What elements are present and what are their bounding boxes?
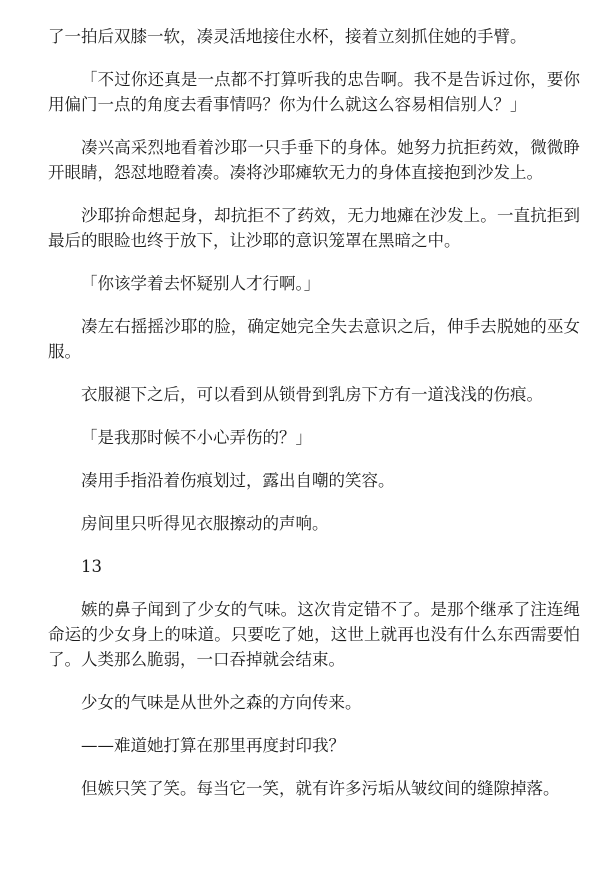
paragraph-11: 嫉的鼻子闻到了少女的气味。这次肯定错不了。是那个继承了注连绳命运的少女身上的味道。只要吃了她，这世上就再也没有什么东西需要怕了。人类那么脆弱，一口吞掉就会结束。	[48, 600, 580, 669]
paragraph-5: 「你该学着去怀疑别人才行啊。」	[81, 274, 321, 293]
paragraph-7: 衣服褪下之后，可以看到从锁骨到乳房下方有一道浅浅的伤痕。	[81, 385, 543, 404]
paragraph-3: 凑兴高采烈地看着沙耶一只手垂下的身体。她努力抗拒药效，微微睁开眼睛，怨怼地瞪着凑。凑将沙耶瘫软无力的身体直接抱到沙发上。	[48, 138, 580, 182]
paragraph-6: 凑左右摇摇沙耶的脸，确定她完全失去意识之后，伸手去脱她的巫女服。	[48, 317, 580, 361]
paragraph-4: 沙耶拚命想起身，却抗拒不了药效，无力地瘫在沙发上。一直抗拒到最后的眼睑也终于放下，让沙耶的意识笼罩在黑暗之中。	[48, 206, 580, 250]
paragraph-9: 凑用手指沿着伤痕划过，露出自嘲的笑容。	[81, 471, 395, 490]
paragraph-13: ——难道她打算在那里再度封印我？	[81, 736, 345, 755]
paragraph-1: 了一拍后双膝一软，凑灵活地接住水杯，接着立刻抓住她的手臂。	[48, 27, 527, 46]
paragraph-12: 少女的气味是从世外之森的方向传来。	[81, 693, 362, 712]
paragraph-10: 房间里只听得见衣服擦动的声响。	[81, 514, 329, 533]
section-number: 13	[81, 557, 102, 576]
paragraph-14: 但嫉只笑了笑。每当它一笑，就有许多污垢从皱纹间的缝隙掉落。	[81, 779, 560, 798]
paragraph-8: 「是我那时候不小心弄伤的？」	[81, 428, 312, 447]
paragraph-2: 「不过你还真是一点都不打算听我的忠告啊。我不是告诉过你，要你用偏门一点的角度去看事情吗？你为什么就这么容易相信别人？」	[48, 70, 580, 114]
document-page	[48, 24, 580, 801]
